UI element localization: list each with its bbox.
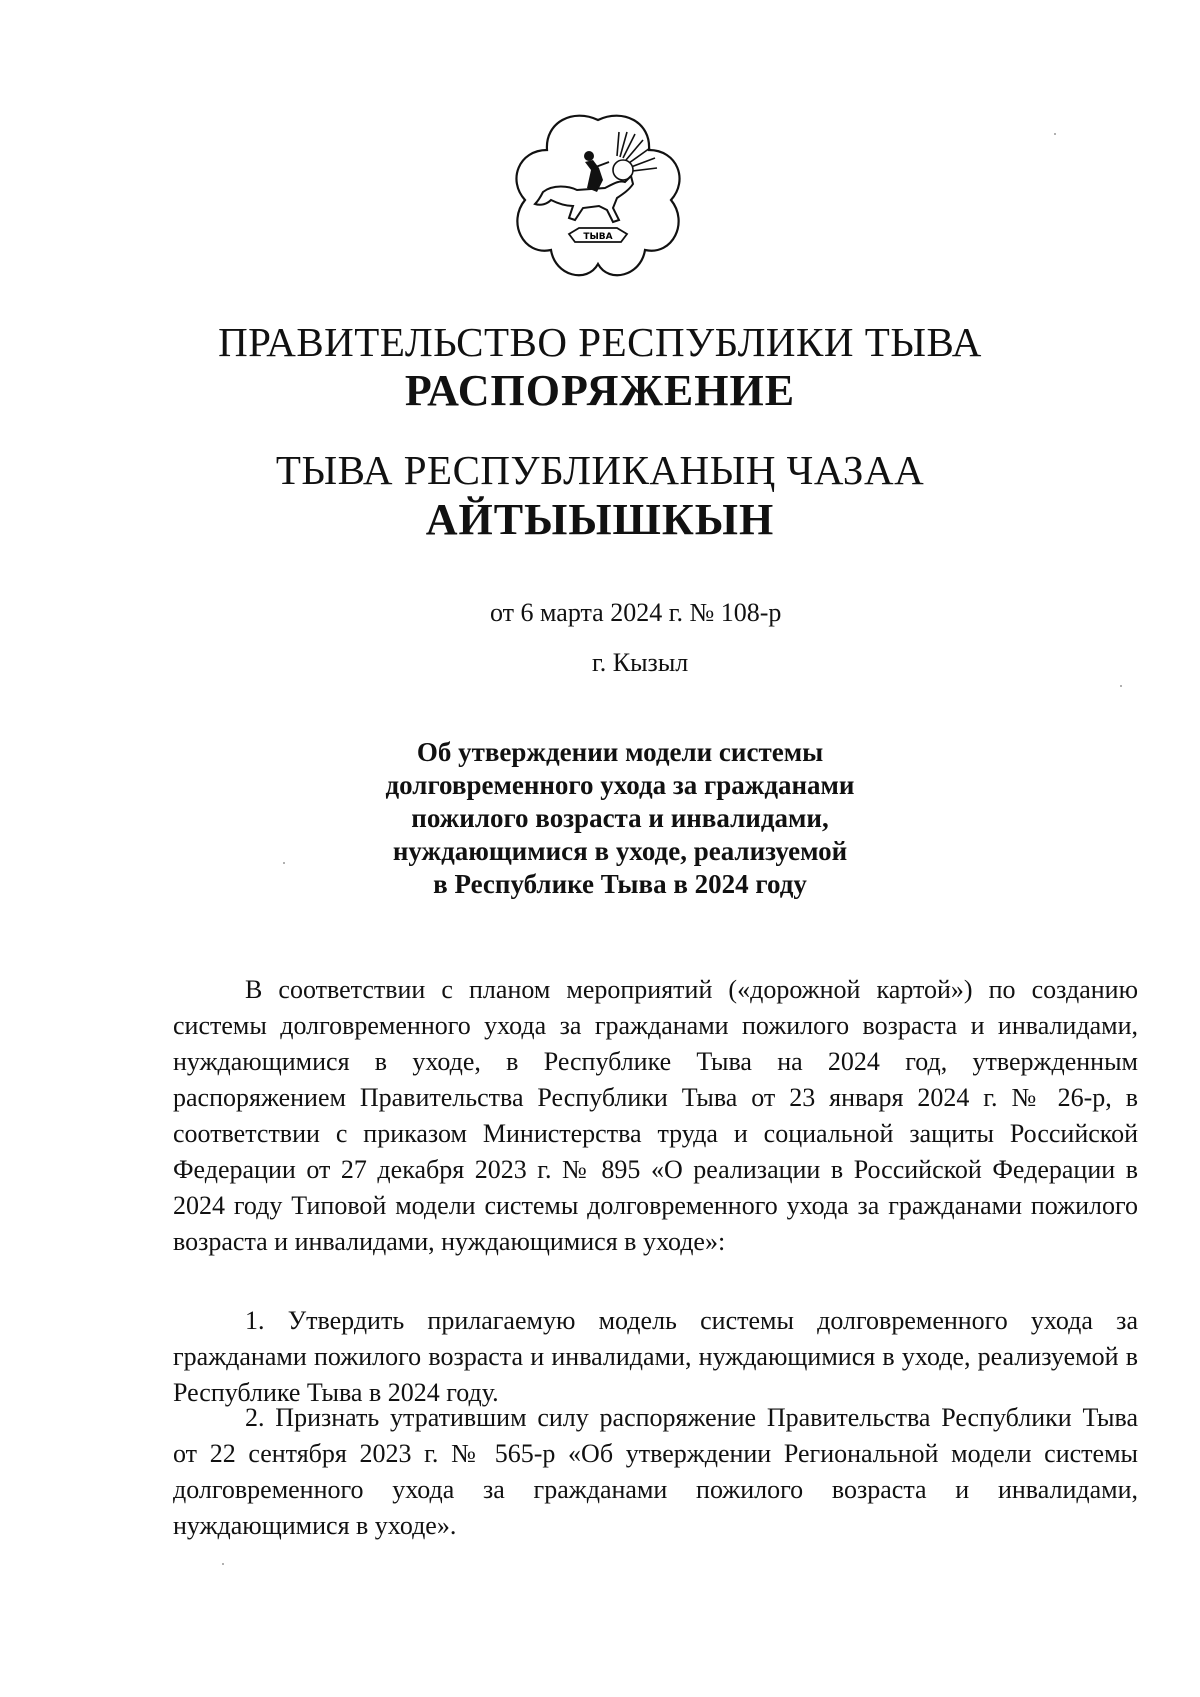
- item-2-paragraph: 2. Признать утратившим силу распоряжение Правительства Республики Тыва от 22 сентября 2023 г. № 565-р «Об утверждении Региональной модели системы долговременного ухода за гражданами пожилого возраста и инвалидами, нуждающимися в уходе».: [173, 1403, 1138, 1540]
- scan-speck: [1120, 685, 1122, 687]
- scan-speck: [222, 1563, 224, 1565]
- scan-speck: [1054, 133, 1056, 135]
- document-type-ru: РАСПОРЯЖЕНИЕ: [404, 366, 796, 415]
- subject-line: нуждающимися в уходе, реализуемой: [392, 836, 848, 866]
- document-type-tyvan: АЙТЫЫШКЫН: [425, 495, 775, 544]
- scan-speck: [283, 862, 285, 864]
- item-2-section: [173, 1400, 1138, 1544]
- subject-line: в Республике Тыва в 2024 году: [433, 869, 807, 899]
- subject-line: пожилого возраста и инвалидами,: [411, 803, 829, 833]
- subject-line: Об утверждении модели системы: [416, 737, 824, 767]
- subject-line: долговременного ухода за гражданами: [385, 770, 855, 800]
- document-subject: [330, 736, 910, 901]
- item-1-paragraph: 1. Утвердить прилагаемую модель системы долговременного ухода за гражданами пожилого возраста и инвалидами, нуждающимися в уходе, реализуемой в Республике Тыва в 2024 году.: [173, 1306, 1138, 1407]
- preamble-paragraph: В соответствии с планом мероприятий («дорожной картой») по созданию системы долговременного ухода за гражданами пожилого возраста и инвалидами, нуждающимися в уходе, в Республике Тыва на 2024 год, утвержденным распоряжением Правительства Республики Тыва от 23 января 2024 г. № 26-р, в соответствии с приказом Министерства труда и социальной защиты Российской Федерации от 27 декабря 2023 г. № 895 «О реализации в Российской Федерации в 2024 году Типовой модели системы долговременного ухода за гражданами пожилого возраста и инвалидами, нуждающимися в уходе»:: [173, 975, 1138, 1256]
- document-date-number: от 6 марта 2024 г. № 108-р: [490, 598, 782, 627]
- government-title-tyvan: ТЫВА РЕСПУБЛИКАНЫҢ ЧАЗАА: [275, 447, 925, 493]
- government-title-ru: ПРАВИТЕЛЬСТВО РЕСПУБЛИКИ ТЫВА: [218, 319, 982, 365]
- preamble-section: [173, 972, 1138, 1260]
- item-1-section: [173, 1303, 1138, 1411]
- emblem-inscription: ТЫВА: [583, 232, 613, 242]
- tyva-emblem-icon: [513, 110, 683, 280]
- document-city: г. Кызыл: [592, 648, 689, 677]
